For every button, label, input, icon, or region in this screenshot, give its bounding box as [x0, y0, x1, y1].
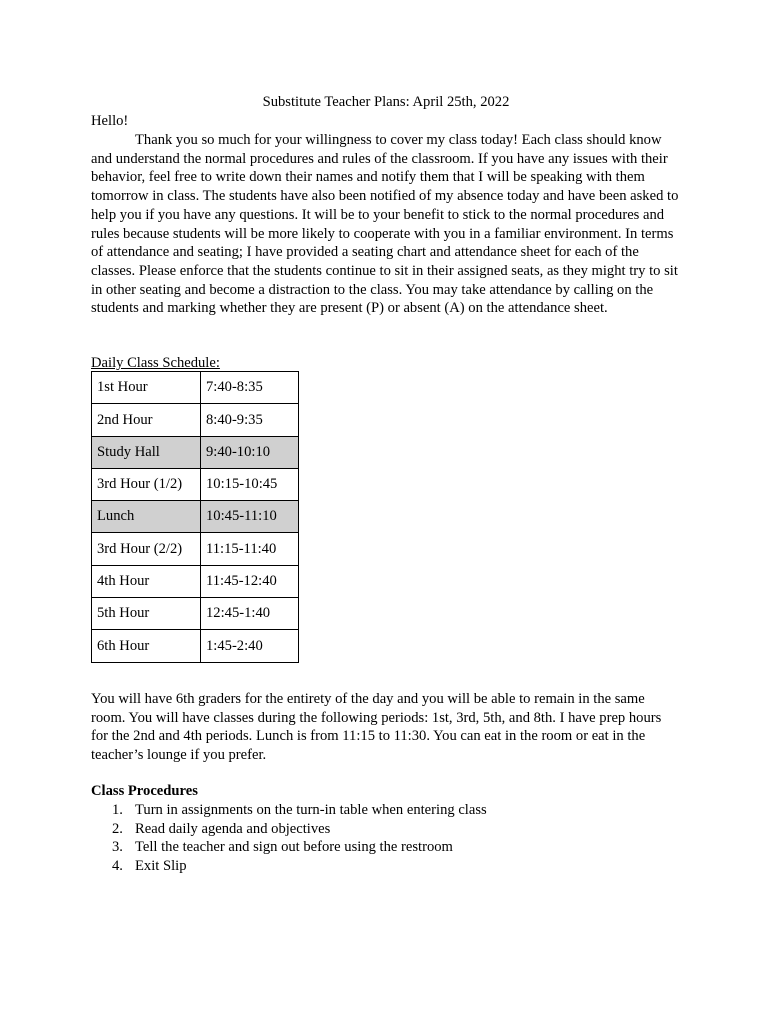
list-item: [91, 857, 487, 876]
list-item-number: 3.: [112, 839, 123, 856]
list-item-text: Tell the teacher and sign out before using the restroom: [135, 839, 453, 856]
table-row: [92, 598, 299, 630]
table-row: [92, 468, 299, 500]
period-cell: 6th Hour: [92, 630, 201, 662]
schedule-table: [91, 371, 299, 663]
period-cell: 3rd Hour (1/2): [92, 468, 201, 500]
table-row: [92, 533, 299, 565]
time-cell: 8:40-9:35: [201, 404, 299, 436]
time-cell: 10:15-10:45: [201, 468, 299, 500]
intro-paragraph: Thank you so much for your willingness to cover my class today! Each class should know and understand the normal procedures and rules of the classroom. If you have any issues with their behavior, feel free to write down their names and notify them that I will be speaking with them tomorrow in class. The students have also been notified of my absence today and have been asked to help you if you have any questions. It will be to your benefit to stick to the normal procedures and rules because students will be more likely to cooperate with you in a familiar environment. In terms of attendance and seating; I have provided a seating chart and attendance sheet for each of the classes. Please enforce that the students continue to sit in their assigned seats, as they might try to sit in other seating and become a distraction to the class. You may take attendance by calling on the students and marking whether they are present (P) or absent (A) on the attendance sheet.: [91, 132, 679, 317]
procedures-heading: Class Procedures: [91, 783, 198, 799]
period-cell: 3rd Hour (2/2): [92, 533, 201, 565]
table-row: [92, 630, 299, 662]
time-cell: 9:40-10:10: [201, 436, 299, 468]
greeting: Hello!: [91, 113, 129, 129]
list-item: [91, 820, 487, 839]
info-paragraph: You will have 6th graders for the entirety of the day and you will be able to remain in the same room. You will have classes during the following periods: 1st, 3rd, 5th, and 8th. I have prep hours for the 2nd and 4th periods. Lunch is from 11:15 to 11:30. You can eat in the room or eat in the teacher’s lounge if you prefer.: [91, 691, 662, 764]
period-cell: Lunch: [92, 501, 201, 533]
table-row: [92, 404, 299, 436]
document-title: Substitute Teacher Plans: April 25th, 2022: [262, 94, 510, 110]
list-item-number: 2.: [112, 820, 123, 837]
period-cell: 1st Hour: [92, 372, 201, 404]
table-row-shaded: [92, 436, 299, 468]
period-cell: 4th Hour: [92, 565, 201, 597]
list-item-text: Exit Slip: [135, 858, 187, 875]
list-item-text: Turn in assignments on the turn-in table when entering class: [135, 802, 487, 818]
period-cell: Study Hall: [92, 436, 201, 468]
table-row: [92, 372, 299, 404]
time-cell: 11:15-11:40: [201, 533, 299, 565]
list-item-text: Read daily agenda and objectives: [135, 820, 331, 837]
list-item-number: 1.: [112, 802, 123, 818]
procedures-list: [91, 801, 487, 876]
table-row: [92, 565, 299, 597]
table-row-shaded: [92, 501, 299, 533]
period-cell: 5th Hour: [92, 598, 201, 630]
time-cell: 7:40-8:35: [201, 372, 299, 404]
time-cell: 10:45-11:10: [201, 501, 299, 533]
schedule-heading: Daily Class Schedule:: [91, 355, 220, 371]
list-item: [91, 801, 487, 820]
time-cell: 12:45-1:40: [201, 598, 299, 630]
list-item: [91, 838, 487, 857]
list-item-number: 4.: [112, 858, 123, 875]
period-cell: 2nd Hour: [92, 404, 201, 436]
time-cell: 1:45-2:40: [201, 630, 299, 662]
time-cell: 11:45-12:40: [201, 565, 299, 597]
